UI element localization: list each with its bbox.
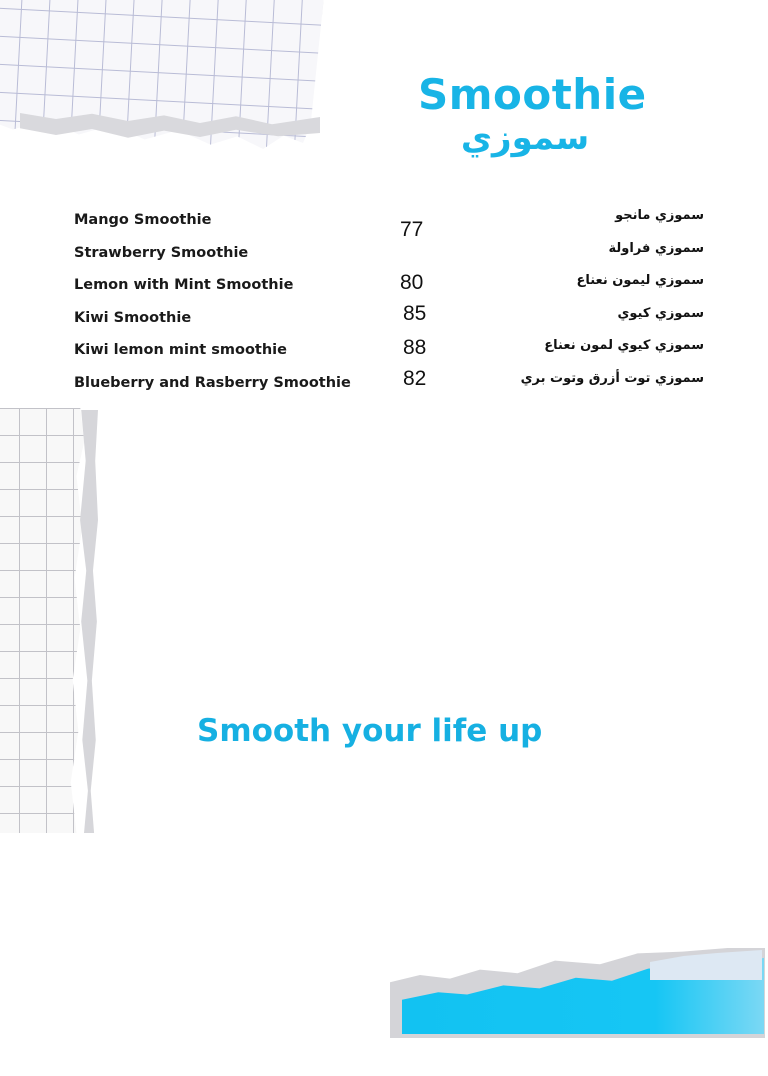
item-price: 77 <box>400 218 424 241</box>
item-name-english: Kiwi lemon mint smoothie <box>74 342 287 358</box>
item-price: 85 <box>403 302 427 325</box>
item-name-english: Lemon with Mint Smoothie <box>74 277 294 293</box>
menu-item-kiwi-lemon-mint <box>74 336 704 374</box>
item-name-arabic: سموزي مانجو <box>615 208 704 223</box>
page-title-english: Smoothie <box>418 70 647 119</box>
item-price: 88 <box>403 336 427 359</box>
item-name-arabic: سموزي ليمون نعناع <box>576 273 704 288</box>
menu-item-lemon-mint <box>74 271 704 309</box>
item-name-english: Mango Smoothie <box>74 212 212 228</box>
item-price: 82 <box>403 367 427 390</box>
menu-item-blueberry-rasberry <box>74 367 704 407</box>
item-name-arabic: سموزي فراولة <box>608 241 704 256</box>
item-name-arabic: سموزي كيوي <box>617 306 704 321</box>
menu-item-mango <box>74 208 704 244</box>
item-name-english: Blueberry and Rasberry Smoothie <box>74 375 351 391</box>
grid-paper-left-decoration <box>0 408 88 833</box>
item-price: 80 <box>400 271 424 294</box>
tagline: Smooth your life up <box>197 713 543 749</box>
page-title-arabic: سموزي <box>460 118 590 158</box>
item-name-arabic: سموزي كيوي لمون نعناع <box>544 338 704 353</box>
item-name-arabic: سموزي توت أزرق وتوت بري <box>520 371 704 386</box>
item-name-english: Strawberry Smoothie <box>74 245 249 261</box>
item-name-english: Kiwi Smoothie <box>74 310 192 326</box>
